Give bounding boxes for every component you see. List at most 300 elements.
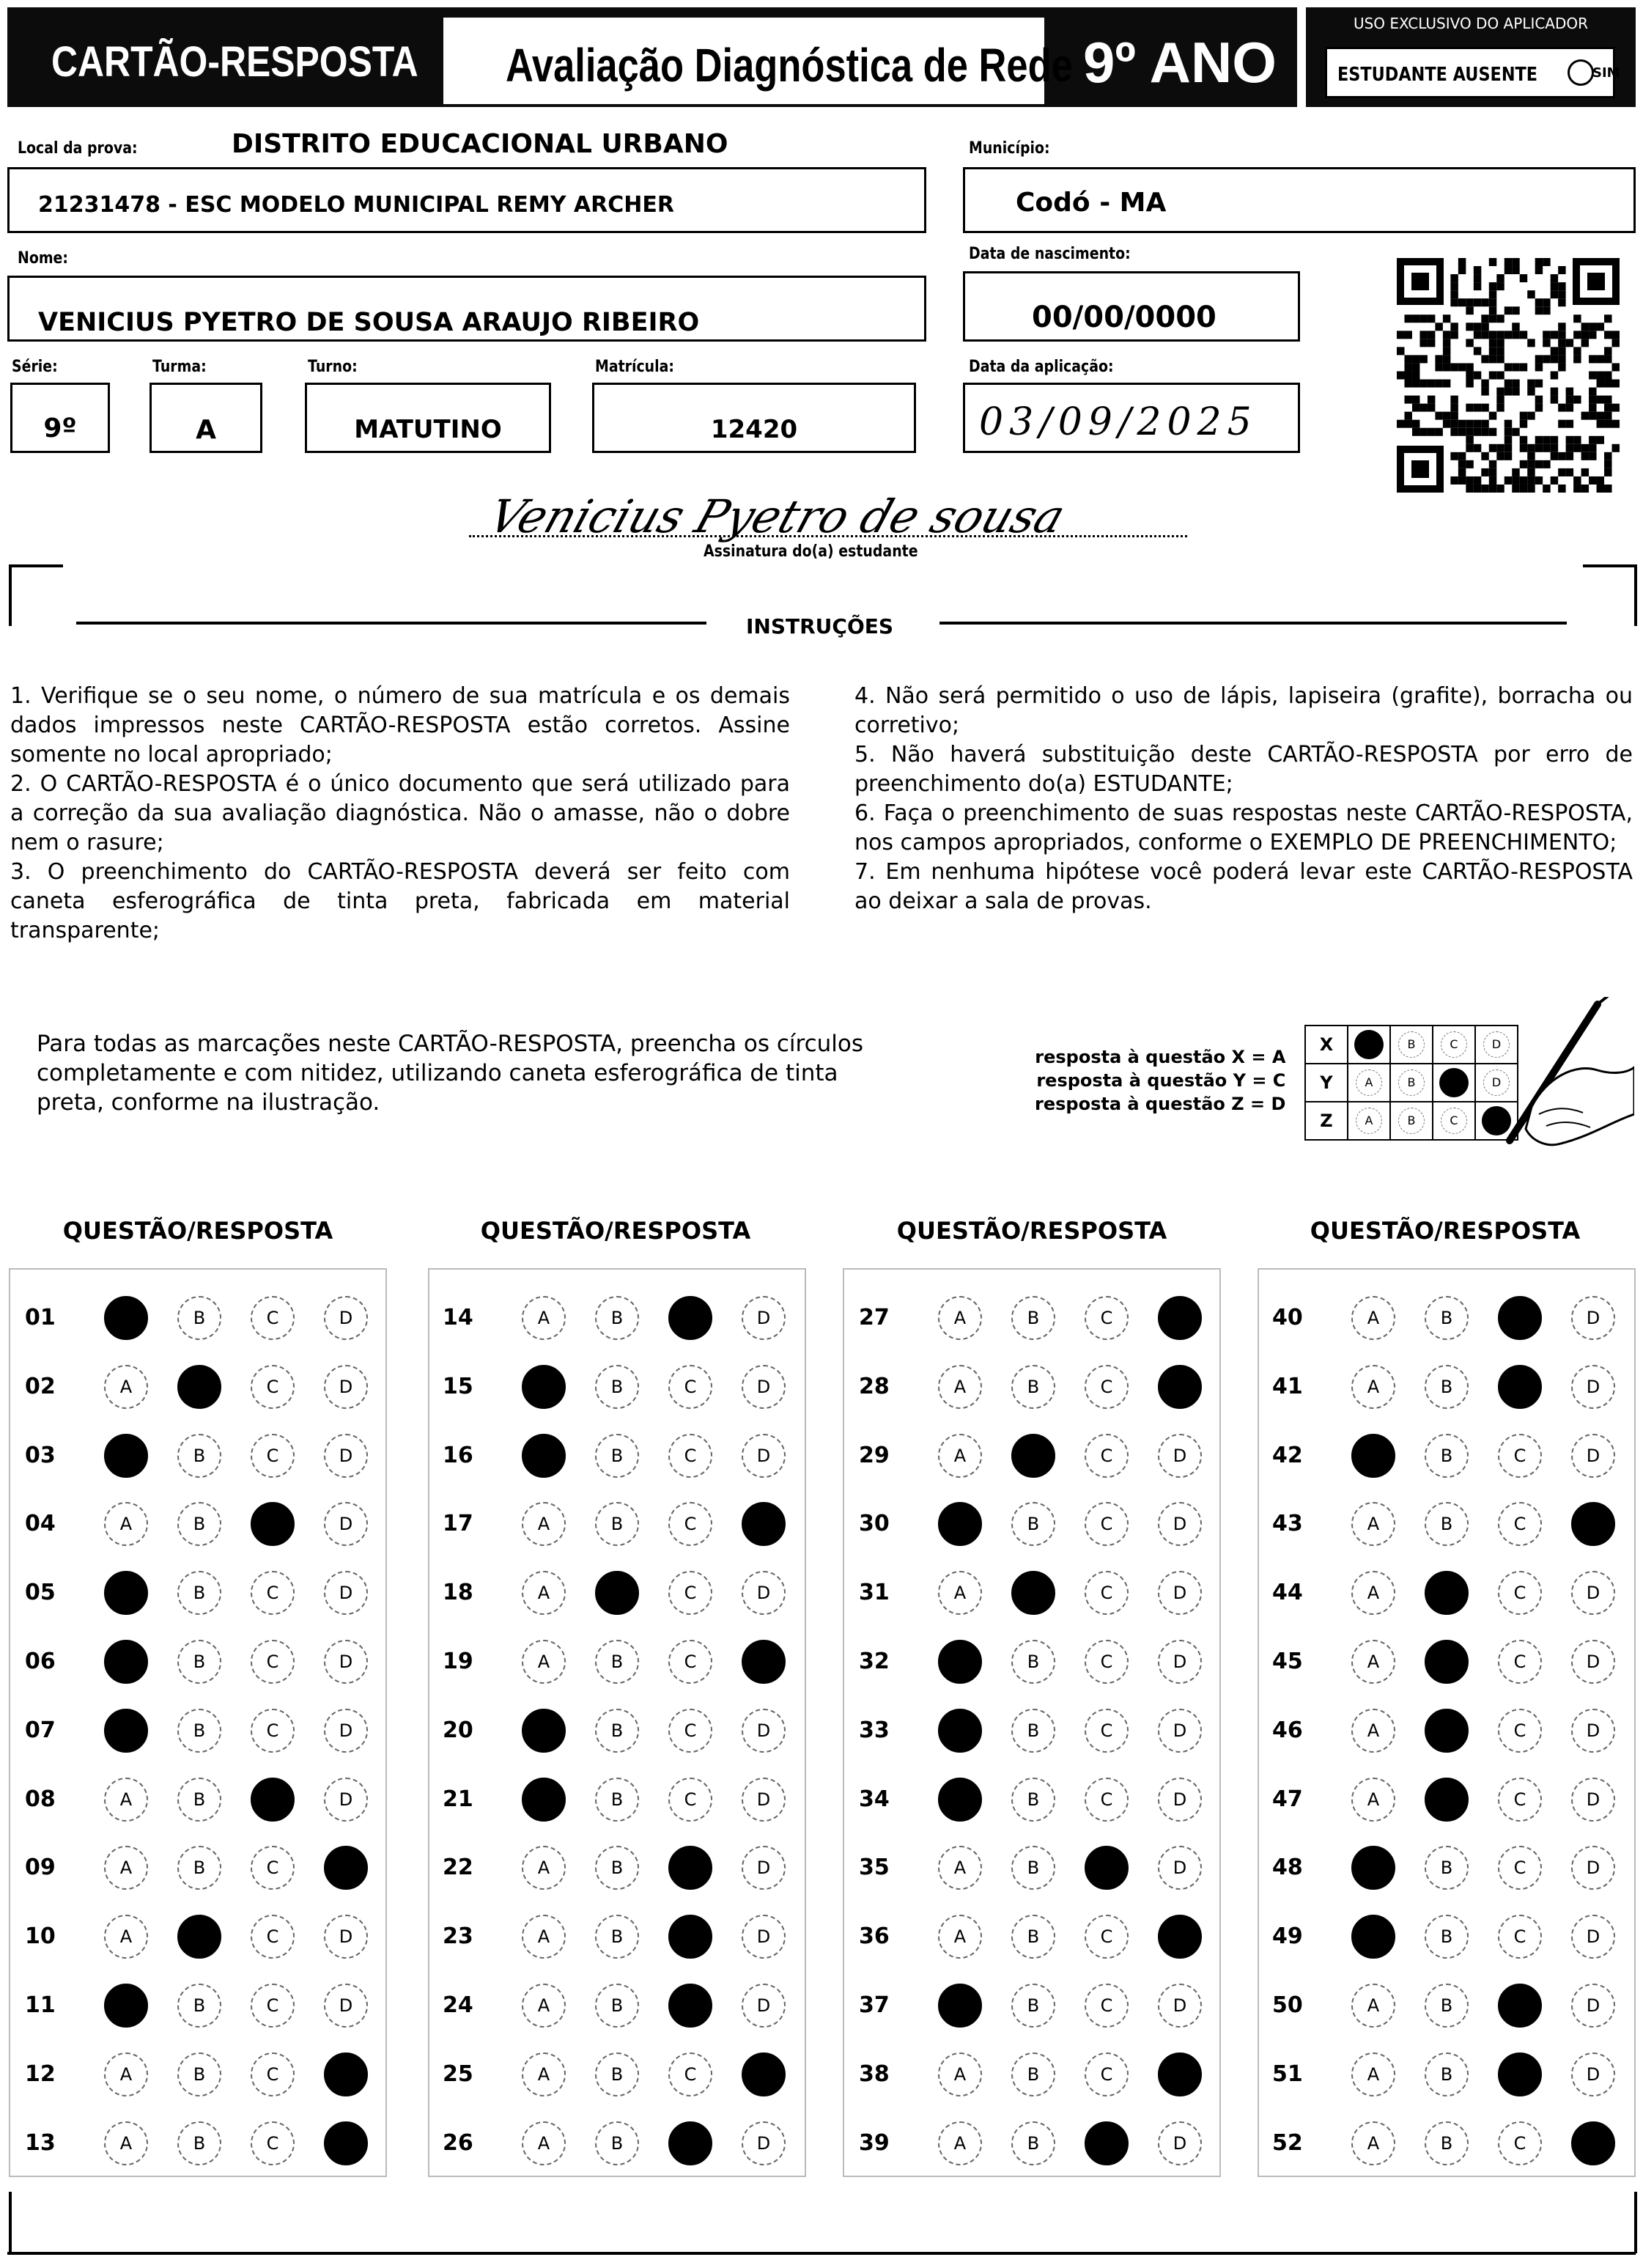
answer-bubble-d[interactable]: D [324,1984,368,2028]
question-number: 17 [443,1511,473,1537]
answer-bubble-c[interactable]: C [1498,1640,1542,1684]
column-title-3: QUESTÃO/RESPOSTA [896,1217,1167,1245]
answer-bubble-c[interactable]: C [1498,1502,1542,1546]
answer-bubble-c[interactable]: C [1498,2052,1542,2096]
answer-bubble-c[interactable]: C [668,1640,712,1684]
answer-bubble-d[interactable]: D [742,1571,786,1615]
answer-bubble-b[interactable]: B [177,1434,221,1478]
answer-bubble-d[interactable]: D [742,1640,786,1684]
answer-bubble-b[interactable]: B [1425,1984,1469,2028]
question-number: 49 [1272,1923,1303,1950]
answer-bubble-b[interactable]: B [1011,1640,1055,1684]
answer-bubble-a[interactable]: A [522,2052,566,2096]
answer-bubble-d[interactable]: D [1158,1640,1202,1684]
answer-bubble-a[interactable]: A [938,1915,982,1959]
signature-line [469,535,1187,537]
answer-bubble-c[interactable]: C [668,1709,712,1753]
answer-bubble-c[interactable]: C [1498,1709,1542,1753]
answer-bubble-b[interactable]: B [1425,1846,1469,1890]
answer-bubble-c[interactable]: C [1085,1778,1129,1822]
answer-bubble-b[interactable]: B [177,2052,221,2096]
example-cell [1348,1026,1390,1064]
answer-bubble-d[interactable]: D [324,1846,368,1890]
answer-bubble-c[interactable]: C [1498,1984,1542,2028]
answer-bubble-b[interactable]: B [1011,1778,1055,1822]
answer-bubble-a[interactable]: A [938,1571,982,1615]
question-number: 15 [443,1373,473,1399]
answer-bubble-a[interactable]: A [522,1365,566,1409]
question-row [443,1907,794,1966]
question-row [1272,1770,1624,1829]
question-number: 34 [859,1786,890,1812]
local-value: DISTRITO EDUCACIONAL URBANO [232,129,728,159]
question-number: 45 [1272,1649,1303,1674]
turma-value: A [196,415,216,445]
local-label: Local da prova: [18,139,138,158]
answer-bubble-c[interactable]: C [668,1502,712,1546]
answer-bubble-a[interactable]: A [1351,1846,1395,1890]
absent-option-label: SIM [1592,65,1620,81]
answer-bubble-b[interactable]: B [1011,2121,1055,2165]
municipio-label: Município: [969,139,1050,158]
answer-bubble-d[interactable]: D [1571,2121,1615,2165]
answer-bubble-c[interactable]: C [251,2121,295,2165]
example-line-x: resposta à questão X = A [1035,1047,1286,1067]
answer-bubble-c[interactable]: C [251,2052,295,2096]
answer-bubble-b[interactable]: B [595,1365,639,1409]
question-row [859,1289,1211,1347]
answer-bubble-b[interactable]: B [1425,1640,1469,1684]
question-number: 01 [25,1305,56,1330]
answer-bubble-c[interactable]: C [251,1846,295,1890]
answer-bubble-b[interactable]: B [1011,1365,1055,1409]
answer-bubble-d[interactable]: D [742,2052,786,2096]
answer-bubble-b[interactable]: B [177,2121,221,2165]
question-row [25,1838,377,1897]
example-option-bubble: A [1356,1108,1382,1134]
question-row [25,1564,377,1622]
answer-bubble-c[interactable]: C [1498,1778,1542,1822]
answer-bubble-c[interactable]: C [1085,1709,1129,1753]
answer-bubble-d[interactable]: D [1158,1915,1202,1959]
answer-bubble-b[interactable]: B [595,1640,639,1684]
answer-bubble-d[interactable]: D [324,2052,368,2096]
question-row [859,1426,1211,1485]
answer-bubble-d[interactable]: D [1158,1296,1202,1340]
answer-bubble-a[interactable]: A [938,1846,982,1890]
question-row [443,1495,794,1553]
answer-bubble-c[interactable]: C [668,1571,712,1615]
question-number: 07 [25,1717,56,1743]
answer-bubble-d[interactable]: D [324,1640,368,1684]
answer-bubble-b[interactable]: B [177,1846,221,1890]
question-number: 48 [1272,1855,1303,1881]
answer-bubble-c[interactable]: C [668,2121,712,2165]
question-number: 51 [1272,2061,1303,2087]
question-number: 22 [443,1855,473,1881]
frame-corner-tl [9,564,63,626]
question-row [25,1426,377,1485]
answer-bubble-d[interactable]: D [1571,1915,1615,1959]
answer-bubble-c[interactable]: C [668,1915,712,1959]
answer-bubble-b[interactable]: B [177,1365,221,1409]
question-row [443,1426,794,1485]
question-number: 14 [443,1305,473,1330]
answer-bubble-b[interactable]: B [1425,1778,1469,1822]
answer-bubble-d[interactable]: D [742,1915,786,1959]
answer-bubble-a[interactable]: A [1351,1640,1395,1684]
answer-bubble-b[interactable]: B [595,2121,639,2165]
answer-bubble-a[interactable]: A [522,1571,566,1615]
answer-bubble-d[interactable]: D [1571,1365,1615,1409]
answer-bubble-a[interactable]: A [104,1915,148,1959]
answer-bubble-d[interactable]: D [1158,1571,1202,1615]
question-row [25,1289,377,1347]
question-row [859,2045,1211,2104]
answer-bubble-c[interactable]: C [251,1778,295,1822]
answer-bubble-a[interactable]: A [938,1434,982,1478]
turma-label: Turma: [152,358,207,376]
answer-bubble-b[interactable]: B [1425,1434,1469,1478]
answer-bubble-c[interactable]: C [1498,1915,1542,1959]
answer-bubble-a[interactable]: A [1351,1778,1395,1822]
answer-bubble-c[interactable]: C [1085,1434,1129,1478]
question-number: 35 [859,1855,890,1881]
answer-bubble-a[interactable]: A [522,1640,566,1684]
answer-bubble-a[interactable]: A [104,1571,148,1615]
answer-bubble-a[interactable]: A [522,1434,566,1478]
answer-bubble-b[interactable]: B [1425,1365,1469,1409]
answer-bubble-b[interactable]: B [1011,1571,1055,1615]
answer-bubble-d[interactable]: D [1158,1984,1202,2028]
answer-bubble-c[interactable]: C [1498,1571,1542,1615]
example-text: Para todas as marcações neste CARTÃO-RESPOSTA, preencha os círculos completamente e com nitidez, utilizando caneta esferográfica de tinta preta, conforme na ilustração. [37,1031,864,1116]
answer-bubble-b[interactable]: B [595,1984,639,2028]
answer-bubble-b[interactable]: B [1425,2121,1469,2165]
signature: Venicius Pyetro de sousa [482,490,1072,543]
answer-bubble-c[interactable]: C [668,1984,712,2028]
answer-bubble-b[interactable]: B [595,1296,639,1340]
instructions-rule-right [939,622,1567,625]
answer-bubble-b[interactable]: B [177,1502,221,1546]
column-title-4: QUESTÃO/RESPOSTA [1310,1217,1581,1245]
question-number: 47 [1272,1786,1303,1812]
answer-bubble-a[interactable]: A [522,1778,566,1822]
answer-bubble-c[interactable]: C [1498,1365,1542,1409]
answer-bubble-b[interactable]: B [1425,1296,1469,1340]
answer-bubble-d[interactable]: D [324,2121,368,2165]
answer-bubble-d[interactable]: D [1158,1502,1202,1546]
answer-bubble-c[interactable]: C [1498,1296,1542,1340]
answer-bubble-a[interactable]: A [104,1434,148,1478]
answer-bubble-c[interactable]: C [668,1365,712,1409]
answer-bubble-a[interactable]: A [104,1709,148,1753]
answer-bubble-d[interactable]: D [1571,1640,1615,1684]
question-row [443,2045,794,2104]
answer-bubble-c[interactable]: C [251,1434,295,1478]
answer-bubble-a[interactable]: A [104,1365,148,1409]
question-row [1272,1632,1624,1691]
answer-bubble-a[interactable]: A [938,1502,982,1546]
instruction-4: 4. Não será permitido o uso de lápis, lapiseira (grafite), borracha ou corretivo; [854,683,1633,738]
answer-bubble-d[interactable]: D [742,1296,786,1340]
answer-bubble-c[interactable]: C [251,1296,295,1340]
answer-bubble-d[interactable]: D [1571,1846,1615,1890]
answer-bubble-d[interactable]: D [742,2121,786,2165]
question-number: 52 [1272,2129,1303,2156]
answer-bubble-d[interactable]: D [742,1502,786,1546]
question-row [1272,1495,1624,1553]
answer-bubble-a[interactable]: A [1351,1502,1395,1546]
answer-bubble-a[interactable]: A [1351,2121,1395,2165]
question-row [859,1907,1211,1966]
answer-bubble-d[interactable]: D [742,1846,786,1890]
answer-bubble-b[interactable]: B [1425,1571,1469,1615]
answer-bubble-d[interactable]: D [742,1365,786,1409]
signature-label: Assinatura do(a) estudante [704,542,918,561]
answer-bubble-b[interactable]: B [1011,1296,1055,1340]
answer-bubble-d[interactable]: D [324,1915,368,1959]
answer-bubble-d[interactable]: D [1571,1296,1615,1340]
instructions-left [10,682,790,946]
answer-bubble-b[interactable]: B [595,1709,639,1753]
answer-bubble-b[interactable]: B [1425,1915,1469,1959]
instruction-2: 2. O CARTÃO-RESPOSTA é o único documento que será utilizado para a correção da sua avaliação diagnóstica. Não o amasse, não o dobre nem o rasure; [10,771,790,855]
answer-bubble-b[interactable]: B [595,1915,639,1959]
answer-bubble-a[interactable]: A [522,1709,566,1753]
answer-bubble-d[interactable]: D [1571,1709,1615,1753]
exam-title: Avaliação Diagnóstica de Rede [505,39,1073,92]
question-number: 25 [443,2061,473,2087]
question-number: 27 [859,1305,890,1330]
absent-checkbox[interactable] [1568,59,1594,86]
answer-bubble-c[interactable]: C [1085,2052,1129,2096]
answer-bubble-a[interactable]: A [104,1984,148,2028]
answer-bubble-c[interactable]: C [251,1984,295,2028]
answer-bubble-a[interactable]: A [938,1365,982,1409]
matricula-value: 12420 [710,415,798,444]
header-bar [7,7,1297,107]
question-row [1272,2045,1624,2104]
answer-bubble-a[interactable]: A [104,1502,148,1546]
question-row [443,1770,794,1829]
answer-bubble-a[interactable]: A [522,1846,566,1890]
answer-bubble-a[interactable]: A [1351,1365,1395,1409]
answer-bubble-a[interactable]: A [1351,2052,1395,2096]
answer-bubble-c[interactable]: C [251,1915,295,1959]
answer-bubble-d[interactable]: D [1158,1709,1202,1753]
answer-bubble-a[interactable]: A [104,1296,148,1340]
answer-bubble-c[interactable]: C [1085,1915,1129,1959]
answer-bubble-c[interactable]: C [1085,1296,1129,1340]
answer-bubble-d[interactable]: D [324,1778,368,1822]
answer-bubble-b[interactable]: B [177,1296,221,1340]
question-row [1272,2114,1624,2173]
answer-bubble-d[interactable]: D [1571,1571,1615,1615]
answer-bubble-a[interactable]: A [104,1640,148,1684]
question-number: 30 [859,1511,890,1537]
answer-bubble-b[interactable]: B [177,1571,221,1615]
answer-bubble-c[interactable]: C [1498,1434,1542,1478]
question-row [1272,1838,1624,1897]
answer-bubble-b[interactable]: B [1011,1984,1055,2028]
answer-bubble-b[interactable]: B [595,1571,639,1615]
answer-bubble-c[interactable]: C [251,1365,295,1409]
answer-bubble-a[interactable]: A [1351,1571,1395,1615]
answer-bubble-d[interactable]: D [1158,1846,1202,1890]
answer-bubble-d[interactable]: D [1571,2052,1615,2096]
answer-bubble-c[interactable]: C [1085,1984,1129,2028]
answer-bubble-b[interactable]: B [1011,1915,1055,1959]
answer-bubble-b[interactable]: B [595,1434,639,1478]
answer-bubble-d[interactable]: D [1158,1778,1202,1822]
answer-bubble-d[interactable]: D [1158,1434,1202,1478]
answer-bubble-b[interactable]: B [595,1846,639,1890]
answer-bubble-b[interactable]: B [1425,1709,1469,1753]
answer-bubble-d[interactable]: D [742,1984,786,2028]
answer-bubble-d[interactable]: D [742,1709,786,1753]
answer-bubble-a[interactable]: A [104,2121,148,2165]
answer-bubble-d[interactable]: D [742,1778,786,1822]
question-row [1272,1976,1624,2035]
answer-bubble-c[interactable]: C [1085,1846,1129,1890]
answer-bubble-b[interactable]: B [1425,1502,1469,1546]
answer-bubble-b[interactable]: B [177,1709,221,1753]
answer-bubble-c[interactable]: C [251,1502,295,1546]
answer-bubble-a[interactable]: A [1351,1434,1395,1478]
answer-bubble-d[interactable]: D [1158,2052,1202,2096]
answer-bubble-b[interactable]: B [1425,2052,1469,2096]
example-option-bubble: B [1398,1108,1425,1134]
answer-bubble-b[interactable]: B [177,1984,221,2028]
question-number: 02 [25,1373,56,1399]
frame-corner-bl [9,2192,63,2253]
answer-bubble-d[interactable]: D [1571,1502,1615,1546]
example-row-label: Y [1305,1064,1348,1102]
answer-bubble-b[interactable]: B [1011,1846,1055,1890]
question-row [25,1632,377,1691]
example-cell [1390,1026,1433,1064]
answer-bubble-a[interactable]: A [938,1640,982,1684]
answer-bubble-c[interactable]: C [1498,2121,1542,2165]
answer-bubble-c[interactable]: C [668,1846,712,1890]
answer-bubble-c[interactable]: C [1085,1365,1129,1409]
card-title: CARTÃO-RESPOSTA [51,38,418,86]
example-row [1305,1102,1518,1140]
answer-bubble-a[interactable]: A [938,1984,982,2028]
answer-bubble-c[interactable]: C [668,1296,712,1340]
question-number: 13 [25,2129,56,2156]
answer-bubble-c[interactable]: C [1085,2121,1129,2165]
answer-bubble-b[interactable]: B [595,1778,639,1822]
answer-bubble-c[interactable]: C [1085,1571,1129,1615]
turno-value: MATUTINO [354,415,502,444]
answer-bubble-a[interactable]: A [522,1502,566,1546]
applicator-box [1306,7,1636,107]
answer-bubble-a[interactable]: A [938,2052,982,2096]
answer-bubble-a[interactable]: A [1351,1915,1395,1959]
question-row [1272,1564,1624,1622]
answer-bubble-a[interactable]: A [522,1984,566,2028]
instructions-title: INSTRUÇÕES [746,614,894,638]
answer-bubble-a[interactable]: A [522,1296,566,1340]
question-number: 21 [443,1786,473,1812]
answer-bubble-b[interactable]: B [1011,1502,1055,1546]
answer-bubble-d[interactable]: D [1158,2121,1202,2165]
answer-bubble-d[interactable]: D [742,1434,786,1478]
question-row [859,2114,1211,2173]
answer-bubble-a[interactable]: A [1351,1709,1395,1753]
answer-bubble-c[interactable]: C [668,1434,712,1478]
question-row [443,1632,794,1691]
question-number: 24 [443,1992,473,2018]
answer-bubble-c[interactable]: C [251,1571,295,1615]
answer-bubble-c[interactable]: C [1085,1502,1129,1546]
answer-bubble-a[interactable]: A [522,1915,566,1959]
answer-bubble-c[interactable]: C [251,1709,295,1753]
answer-bubble-d[interactable]: D [1571,1778,1615,1822]
answer-bubble-b[interactable]: B [1011,2052,1055,2096]
answer-bubble-b[interactable]: B [177,1778,221,1822]
example-row [1305,1026,1518,1064]
answer-bubble-d[interactable]: D [324,1434,368,1478]
answer-bubble-b[interactable]: B [1011,1434,1055,1478]
answer-bubble-d[interactable]: D [1571,1984,1615,2028]
exam-title-box [443,18,1073,104]
answer-bubble-a[interactable]: A [104,1778,148,1822]
answer-bubble-a[interactable]: A [104,1846,148,1890]
aplicacao-value: 03/09/2025 [979,400,1258,444]
answer-bubble-a[interactable]: A [522,2121,566,2165]
answer-bubble-b[interactable]: B [1011,1709,1055,1753]
answer-bubble-b[interactable]: B [595,2052,639,2096]
question-row [859,1495,1211,1553]
question-number: 42 [1272,1442,1303,1468]
answer-bubble-a[interactable]: A [938,1778,982,1822]
answer-bubble-d[interactable]: D [324,1296,368,1340]
answer-bubble-a[interactable]: A [938,2121,982,2165]
answer-bubble-a[interactable]: A [104,2052,148,2096]
answer-bubble-a[interactable]: A [1351,1296,1395,1340]
answer-bubble-a[interactable]: A [1351,1984,1395,2028]
question-row [25,2114,377,2173]
answer-bubble-d[interactable]: D [324,1365,368,1409]
answer-bubble-d[interactable]: D [324,1571,368,1615]
example-cell [1390,1064,1433,1102]
answer-bubble-c[interactable]: C [1085,1640,1129,1684]
answer-bubble-b[interactable]: B [177,1640,221,1684]
answer-bubble-b[interactable]: B [177,1915,221,1959]
question-row [859,1701,1211,1760]
answer-bubble-c[interactable]: C [1498,1846,1542,1890]
example-cell [1390,1102,1433,1140]
answer-bubble-b[interactable]: B [595,1502,639,1546]
answer-bubble-c[interactable]: C [668,1778,712,1822]
question-number: 10 [25,1923,56,1950]
instruction-7: 7. Em nenhuma hipótese você poderá levar este CARTÃO-RESPOSTA ao deixar a sala de provas. [854,859,1633,914]
answer-bubble-a[interactable]: A [938,1709,982,1753]
answer-bubble-d[interactable]: D [324,1709,368,1753]
answer-bubble-a[interactable]: A [938,1296,982,1340]
answer-bubble-d[interactable]: D [324,1502,368,1546]
frame-corner-tr [1583,564,1637,626]
answer-bubble-d[interactable]: D [1158,1365,1202,1409]
question-row [1272,1289,1624,1347]
answer-bubble-d[interactable]: D [1571,1434,1615,1478]
answer-bubble-c[interactable]: C [668,2052,712,2096]
example-filled-bubble [1354,1030,1384,1059]
answer-bubble-c[interactable]: C [251,1640,295,1684]
